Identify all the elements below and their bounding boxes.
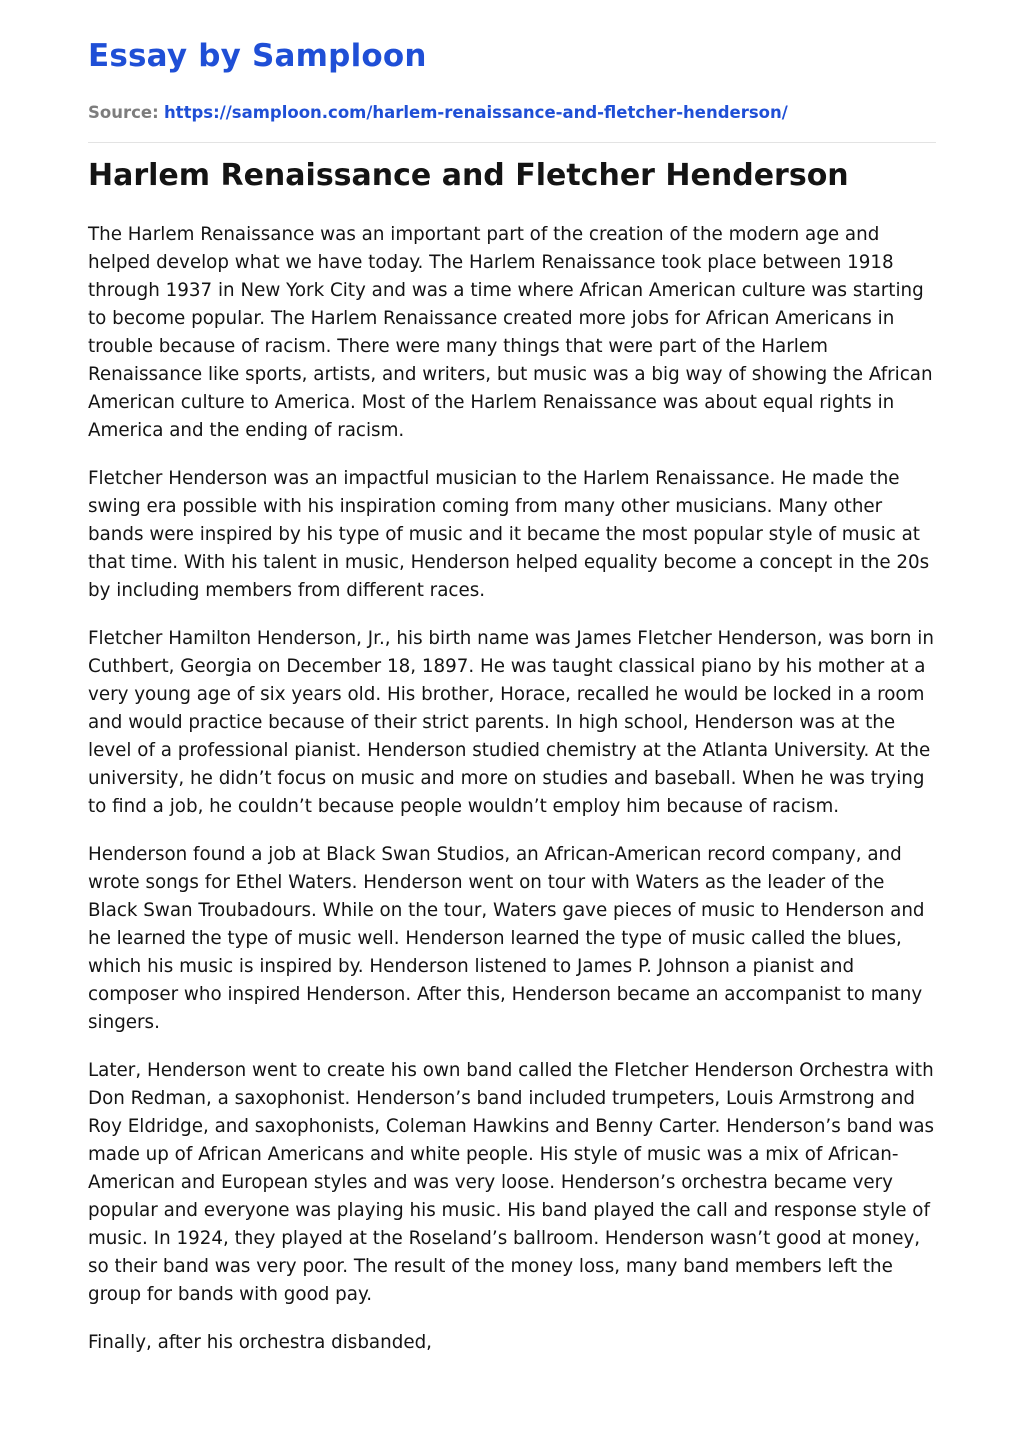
essay-title: Harlem Renaissance and Fletcher Henderson bbox=[88, 158, 849, 193]
source-link[interactable]: https://samploon.com/harlem-renaissance-and-fletcher-henderson/ bbox=[163, 103, 788, 122]
essay-paragraph: Later, Henderson went to create his own band called the Fletcher Henderson Orchestra with Don Redman, a saxophonist. Henderson’s band included trumpeters, Louis Armstrong and Roy Eldridge, and saxophonists, Coleman Hawkins and Benny Carter. Henderson’s band was made up of African Americans and white people. His style of music was a mix of African-American and European styles and was very loose. Henderson’s orchestra became very popular and everyone was playing his music. His band played the call and response style of music. In 1924, they played at the Roseland’s ballroom. Henderson wasn’t good at money, so their band was very poor. The result of the money loss, many band members left the group for bands with good pay. bbox=[88, 1060, 935, 1305]
source-label: Source: bbox=[88, 103, 159, 122]
essay-paragraph: Finally, after his orchestra disbanded, bbox=[88, 1332, 432, 1353]
site-brand[interactable]: Essay by Samploon bbox=[88, 38, 427, 74]
header-divider bbox=[88, 142, 936, 143]
essay-paragraph: Fletcher Henderson was an impactful musician to the Harlem Renaissance. He made the swing era possible with his inspiration coming from many other musicians. Many other bands were inspired by his type of music and it became the most popular style of music at that time. With his talent in music, Henderson helped equality become a concept in the 20s by including members from different races. bbox=[88, 468, 930, 601]
essay-paragraph: Fletcher Hamilton Henderson, Jr., his birth name was James Fletcher Henderson, was born in Cuthbert, Georgia on December 18, 1897. He was taught classical piano by his mother at a very young age of six years old. His brother, Horace, recalled he would be locked in a room and would practice because of their strict parents. In high school, Henderson was at the level of a professional pianist. Henderson studied chemistry at the Atlanta University. At the university, he didn’t focus on music and more on studies and baseball. When he was trying to find a job, he couldn’t because people wouldn’t employ him because of racism. bbox=[88, 628, 934, 817]
essay-body bbox=[88, 221, 936, 1377]
source-line bbox=[88, 101, 788, 125]
essay-paragraph: The Harlem Renaissance was an important part of the creation of the modern age and helped develop what we have today. The Harlem Renaissance took place between 1918 through 1937 in New York City and was a time where African American culture was starting to become popular. The Harlem Renaissance created more jobs for African Americans in trouble because of racism. There were many things that were part of the Harlem Renaissance like sports, artists, and writers, but music was a big way of showing the African American culture to America. Most of the Harlem Renaissance was about equal rights in America and the ending of racism. bbox=[88, 224, 933, 441]
essay-paragraph: Henderson found a job at Black Swan Studios, an African-American record company, and wrote songs for Ethel Waters. Henderson went on tour with Waters as the leader of the Black Swan Troubadours. While on the tour, Waters gave pieces of music to Henderson and he learned the type of music well. Henderson learned the type of music called the blues, which his music is inspired by. Henderson listened to James P. Johnson a pianist and composer who inspired Henderson. After this, Henderson became an accompanist to many singers. bbox=[88, 844, 925, 1033]
